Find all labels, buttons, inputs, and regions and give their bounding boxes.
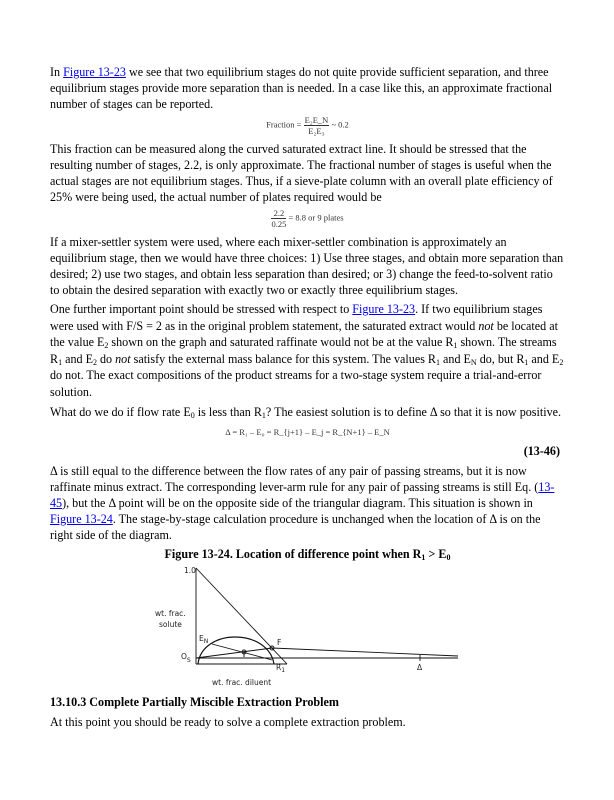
document-body bbox=[50, 64, 565, 733]
section-heading: 13.10.3 Complete Partially Miscible Extraction Problem bbox=[50, 695, 339, 709]
text-run: be located at the value E bbox=[50, 318, 558, 349]
text-run: This fraction can be measured along the curved saturated extract line. It should be stressed that the resulting number of stages, 2.2, is only approximate. The fractional number of stages is useful when the actual stages are not equilibrium stages. Thus, if a sieve-plate column with an overall plate efficiency of 25% were being used, the actual number of plates required would be bbox=[50, 142, 553, 204]
subscript: 0 bbox=[190, 411, 195, 420]
caption-sub: 0 bbox=[446, 553, 451, 562]
text-run: ? The easiest solution is to define Δ so that it is now positive. bbox=[265, 405, 562, 419]
label-en bbox=[199, 634, 208, 645]
subscript: N bbox=[470, 357, 477, 367]
subscript: 2 bbox=[104, 341, 109, 350]
eq-fraction bbox=[271, 208, 286, 229]
eq-den: E₂E₃ bbox=[308, 126, 325, 136]
label-o: O bbox=[181, 652, 187, 661]
caption-text: > E bbox=[425, 547, 447, 561]
triangular-diagram-figure bbox=[0, 562, 614, 690]
cross-reference-link[interactable]: Figure 13-23 bbox=[352, 302, 416, 316]
emphasis: not bbox=[478, 318, 494, 333]
paragraph-4 bbox=[50, 301, 565, 400]
paragraph-5 bbox=[50, 403, 565, 421]
paragraph-3 bbox=[50, 234, 565, 298]
label-r: R bbox=[276, 663, 282, 672]
label-r1 bbox=[276, 663, 285, 674]
emphasis: not bbox=[115, 351, 131, 366]
label-delta: Δ bbox=[417, 663, 423, 672]
text-run: One further important point should be stressed with respect to bbox=[50, 302, 353, 316]
text-run: is less than R bbox=[194, 405, 262, 419]
label-xlabel: wt. frac. diluent bbox=[212, 678, 272, 687]
text-run: and E bbox=[440, 351, 471, 366]
text-run: shown. The streams R bbox=[50, 335, 557, 366]
equation-number: (13-46) bbox=[523, 444, 560, 458]
text-run: ), but the Δ point will be on the opposite side of the triangular diagram. This situation is shown in bbox=[62, 496, 533, 510]
eq-lhs: Fraction = bbox=[266, 119, 302, 130]
label-ylabel: wt. frac. bbox=[155, 609, 186, 618]
text-run: At this point you should be ready to solve a complete extraction problem. bbox=[50, 715, 406, 729]
line-f-delta bbox=[272, 648, 458, 656]
text-run: do not. The exact compositions of the product streams for a two-stage system require a trial-and-error solution. bbox=[50, 368, 542, 399]
eq-den: 0.25 bbox=[271, 219, 287, 229]
text-run: do bbox=[96, 351, 116, 366]
cross-reference-link[interactable]: Figure 13-24 bbox=[50, 512, 113, 526]
label-ylabel: solute bbox=[159, 620, 182, 629]
equation-plates bbox=[50, 208, 565, 229]
subscript: 1 bbox=[453, 341, 458, 350]
cross-reference-link[interactable]: 13-45 bbox=[50, 480, 555, 510]
equation-fraction bbox=[50, 115, 565, 136]
text-run: and E bbox=[62, 351, 93, 366]
figure-container bbox=[0, 562, 614, 690]
caption-sub: 1 bbox=[421, 553, 426, 562]
label-en-sub: N bbox=[203, 638, 209, 645]
eq-fraction bbox=[304, 115, 330, 136]
text-run: What do we do if flow rate E bbox=[50, 405, 191, 419]
label-e: E bbox=[199, 634, 204, 643]
subscript: 2 bbox=[559, 357, 564, 367]
label-origin bbox=[181, 652, 191, 664]
paragraph-1 bbox=[50, 64, 565, 112]
paragraph-7 bbox=[50, 714, 565, 730]
paragraph-2 bbox=[50, 141, 565, 205]
cross-reference-link[interactable]: Figure 13-23 bbox=[63, 65, 126, 79]
text-run: shown on the graph and saturated raffinate would not be at the value R bbox=[108, 335, 454, 349]
text-run: and E bbox=[528, 351, 560, 366]
text-run: Δ is still equal to the difference between the flow rates of any pair of passing streams, but it is now raffinate minus extract. The corresponding lever-arm rule for any pair of passing streams is still Eq. ( bbox=[50, 464, 539, 494]
eq-rhs: = 8.8 or 9 plates bbox=[288, 212, 344, 223]
eq-rhs: ~ 0.2 bbox=[331, 119, 349, 130]
subscript: 1 bbox=[261, 411, 266, 420]
text-run: satisfy the external mass balance for this system. The values R bbox=[130, 351, 436, 366]
figure-caption bbox=[50, 546, 565, 562]
text-run: In bbox=[50, 65, 64, 79]
label-r1-sub: 1 bbox=[281, 667, 286, 674]
paragraph-6 bbox=[50, 463, 565, 543]
text-run: If a mixer-settler system were used, where each mixer-settler combination is approximately an equilibrium stage, then we would have three choices: 1) Use three stages, and obtain more separation than desired; 2) use two stages, and obtain less separation than desired; or 3) change the feed-to-solvent ratio to obtain the desired separation with exactly two or exactly three equilibrium stages. bbox=[50, 235, 564, 297]
eq-num: E₂E_N bbox=[304, 115, 329, 125]
text-run: . The stage-by-stage calculation procedure is unchanged when the location of Δ is on the right side of the diagram. bbox=[50, 512, 541, 542]
eq-num: 2.2 bbox=[271, 208, 286, 219]
subscript: 1 bbox=[436, 357, 440, 367]
text-run: . If two equilibrium stages were used with F/S = 2 as in the original problem statement, the saturated extract would bbox=[50, 302, 543, 333]
caption-text: Figure 13-24. Location of difference point when R bbox=[164, 547, 422, 561]
label-f: F bbox=[277, 638, 282, 647]
label-s: S bbox=[186, 657, 191, 664]
label-1-0: 1.0 bbox=[184, 566, 196, 575]
subscript: 1 bbox=[524, 357, 529, 367]
subscript: 1 bbox=[58, 357, 63, 367]
text-run: we see that two equilibrium stages do not quite provide sufficient separation, and three equilibrium stages provide more separation than is needed. In a case like this, an approximate fractional number of stages can be reported. bbox=[50, 65, 553, 111]
equation-delta: Δ = R₁ – E₀ = R_{j+1} – E_j = R_{N+1} – E_N bbox=[225, 427, 390, 437]
text-run: do, but R bbox=[476, 351, 525, 366]
subscript: 2 bbox=[92, 357, 97, 367]
